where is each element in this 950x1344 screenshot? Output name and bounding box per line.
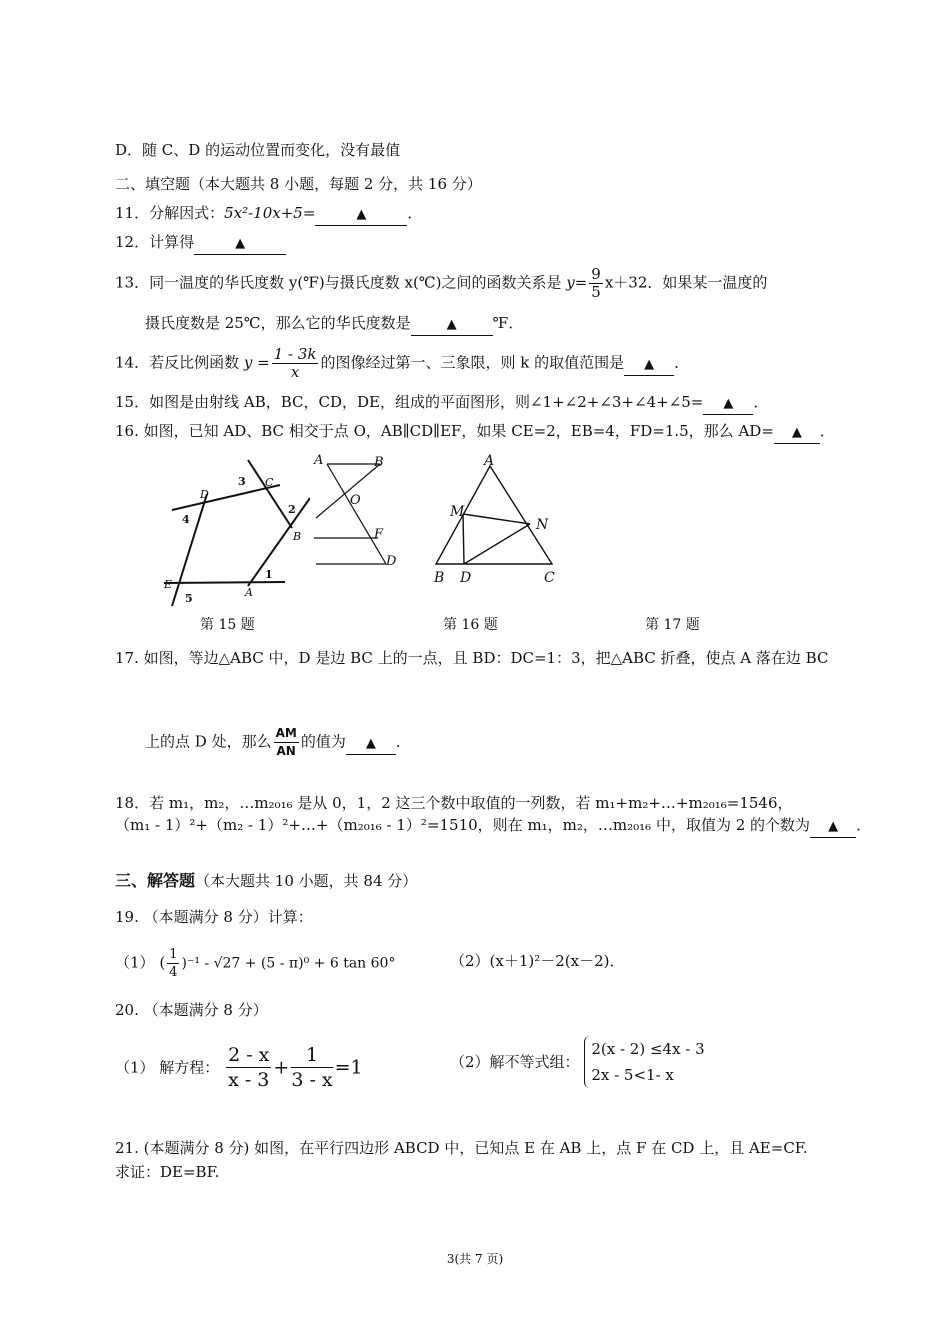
fraction-9-5: $\frac{9}{5}$ [591, 265, 601, 301]
section-3-heading: 三、解答题（本大题共 10 小题，共 84 分） [115, 871, 418, 890]
answer-blank: ▲ [810, 815, 856, 838]
svg-text:B: B [293, 530, 302, 543]
caption-figure-17: 第 17 题 [645, 617, 700, 633]
section-2-heading: 二、填空题（本大题共 8 小题，每题 2 分，共 16 分） [115, 175, 482, 193]
answer-blank: ▲ [411, 313, 493, 336]
question-19-part-2: （2）(x＋1)²－2(x－2)． [450, 952, 625, 970]
question-18: 18．若 m₁，m₂，…m₂₀₁₆ 是从 0，1，2 这三个数中取值的一列数，若 m₁+m₂+…+m₂₀₁₆=1546， [115, 794, 793, 812]
question-13: 13．同一温度的华氏度数 y(℉)与摄氏度数 x(℃)之间的函数关系是 y= $\frac{9}{5}$ x＋32．如果某一温度的 [115, 265, 768, 301]
answer-blank: ▲ [624, 353, 674, 376]
svg-text:3: 3 [238, 475, 246, 488]
question-20-part-1: （1） 解方程： $\frac{2 - x}{x - 3}$ + $\frac{1}{3 - x}$ =1 [115, 1044, 363, 1091]
question-11: 11．分解因式：5x²-10x+5= ▲ ． [115, 203, 422, 226]
option-d: D．随 C、D 的运动位置而变化，没有最值 [115, 141, 401, 159]
figure-16-diagram [312, 452, 412, 572]
svg-text:D: D [460, 570, 472, 586]
page-footer: 3(共 7 页) [446, 1252, 504, 1266]
svg-text:A: A [245, 586, 253, 599]
question-12: 12．计算得 ▲ [115, 232, 286, 255]
svg-text:D: D [200, 488, 209, 501]
figure-17-diagram [432, 452, 560, 587]
answer-blank: ▲ [194, 232, 286, 255]
svg-text:2: 2 [288, 503, 296, 516]
svg-text:C: C [265, 476, 274, 489]
question-17-cont: 上的点 D 处，那么 $\frac{AM}{AN}$ 的值为 ▲ ． [145, 726, 411, 758]
svg-text:A: A [484, 453, 495, 469]
answer-blank: ▲ [315, 203, 407, 226]
question-21-cont: 求证：DE=BF. [115, 1163, 220, 1181]
svg-text:A: A [314, 453, 324, 468]
svg-text:C: C [544, 570, 555, 586]
svg-text:5: 5 [185, 592, 193, 605]
svg-text:4: 4 [182, 513, 190, 526]
question-16: 16. 如图，已知 AD、BC 相交于点 O，AB∥CD∥EF，如果 CE=2，EB=4，FD=1.5，那么 AD= ▲ ． [115, 421, 835, 444]
svg-text:M: M [450, 504, 465, 520]
caption-figure-16: 第 16 题 [443, 617, 498, 633]
figure-15-diagram [160, 458, 310, 608]
question-17: 17. 如图，等边△ABC 中，D 是边 BC 上的一点，且 BD：DC=1：3，把△ABC 折叠，使点 A 落在边 BC [115, 649, 829, 667]
svg-text:D: D [386, 554, 397, 569]
question-14: 14．若反比例函数 y = $\frac{1 - 3k}{x}$ 的图像经过第一、三象限，则 k 的取值范围是 ▲ ． [115, 345, 690, 381]
question-19: 19. （本题满分 8 分）计算： [115, 908, 313, 926]
question-20: 20. （本题满分 8 分） [115, 1001, 268, 1019]
svg-text:E: E [164, 578, 173, 591]
question-15: 15．如图是由射线 AB，BC，CD，DE，组成的平面图形，则∠1+∠2+∠3+∠4+∠5= ▲ ． [115, 392, 768, 415]
answer-blank: ▲ [703, 392, 753, 415]
svg-text:B: B [434, 570, 445, 586]
fraction-am-an: $\frac{AM}{AN}$ [275, 726, 297, 758]
question-20-part-2: （2）解不等式组： 2(x - 2) ≤4x - 3 2x - 5<1- x [450, 1036, 705, 1088]
svg-text:F: F [374, 527, 384, 542]
svg-text:1: 1 [265, 568, 273, 581]
question-18-cont: （m₁ - 1）²+（m₂ - 1）²+…+（m₂₀₁₆ - 1）²=1510，则在 m₁，m₂，…m₂₀₁₆ 中，取值为 2 的个数为 ▲ ． [115, 815, 871, 838]
answer-blank: ▲ [346, 732, 396, 755]
question-13-cont: 摄氏度数是 25℃，那么它的华氏度数是 ▲ ℉． [145, 313, 523, 336]
svg-text:N: N [536, 517, 549, 533]
svg-text:B: B [374, 455, 384, 470]
answer-blank: ▲ [774, 421, 820, 444]
fraction-1-3k-over-x: $\frac{1 - 3k}{x}$ [273, 345, 317, 381]
svg-text:O: O [350, 493, 361, 508]
inequality-system: 2(x - 2) ≤4x - 3 2x - 5<1- x [584, 1036, 704, 1088]
caption-figure-15: 第 15 题 [200, 617, 255, 633]
question-19-part-1: （1） ( $\frac{1}{4}$ )⁻¹ - √27 + (5 - π)⁰ + 6 tan 60° [115, 947, 396, 980]
question-21: 21. (本题满分 8 分) 如图，在平行四边形 ABCD 中，已知点 E 在 AB 上，点 F 在 CD 上，且 AE=CF. [115, 1139, 808, 1157]
